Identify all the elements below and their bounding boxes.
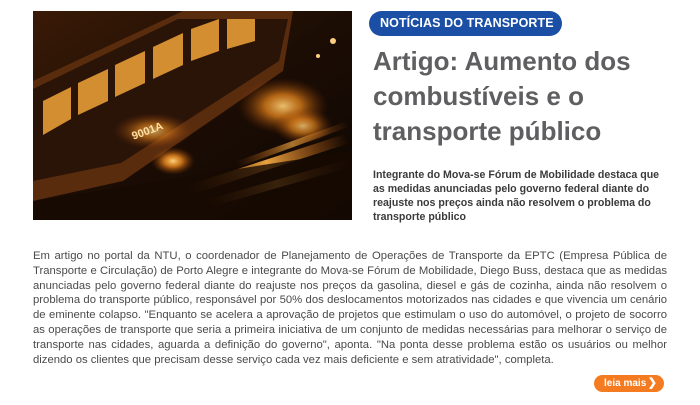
- section-category-badge: NOTÍCIAS DO TRANSPORTE: [369, 11, 562, 36]
- bus-number-label: 9001A: [130, 120, 165, 143]
- read-more-label: leia mais: [604, 378, 647, 389]
- chevron-right-icon: ❯: [647, 377, 657, 389]
- article-photo: [33, 11, 352, 220]
- article-title: Artigo: Aumento dos combustíveis e o transporte público: [373, 46, 631, 146]
- article-body: Em artigo no portal da NTU, o coordenador de Planejamento de Operações de Transporte da EPTC (Empresa Pública de Transporte e Circulação) de Porto Alegre e integrante do Mova-se Fórum de Mobilidade, Diego Buss, destaca que as medidas anunciadas pelo governo federal diante do reajuste nos preços da gasolina, diesel e gás de cozinha, ainda não resolvem o problema do transporte público, responsável por 50% dos deslocamentos motorizados nas cidades e que vivencia um cenário de eminente colapso. "Enquanto se acelera a aprovação de projetos que estimulam o uso do automóvel, o projeto de socorro as operações de transporte que seria a primeira iniciativa de um conjunto de medidas necessárias para melhorar o serviço de transporte nas cidades, aguarda a definição do governo", aponta. "Na ponta desse problema estão os usuários ou melhor dizendo os clientes que precisam desse serviço cada vez mais deficiente e sem atratividade", completa.: [33, 250, 667, 366]
- article-summary: Integrante do Mova-se Fórum de Mobilidade destaca que as medidas anunciadas pelo governo federal diante do reajuste nos preços ainda não resolvem o problema do transporte público: [373, 169, 660, 223]
- read-more-button[interactable]: [594, 375, 664, 392]
